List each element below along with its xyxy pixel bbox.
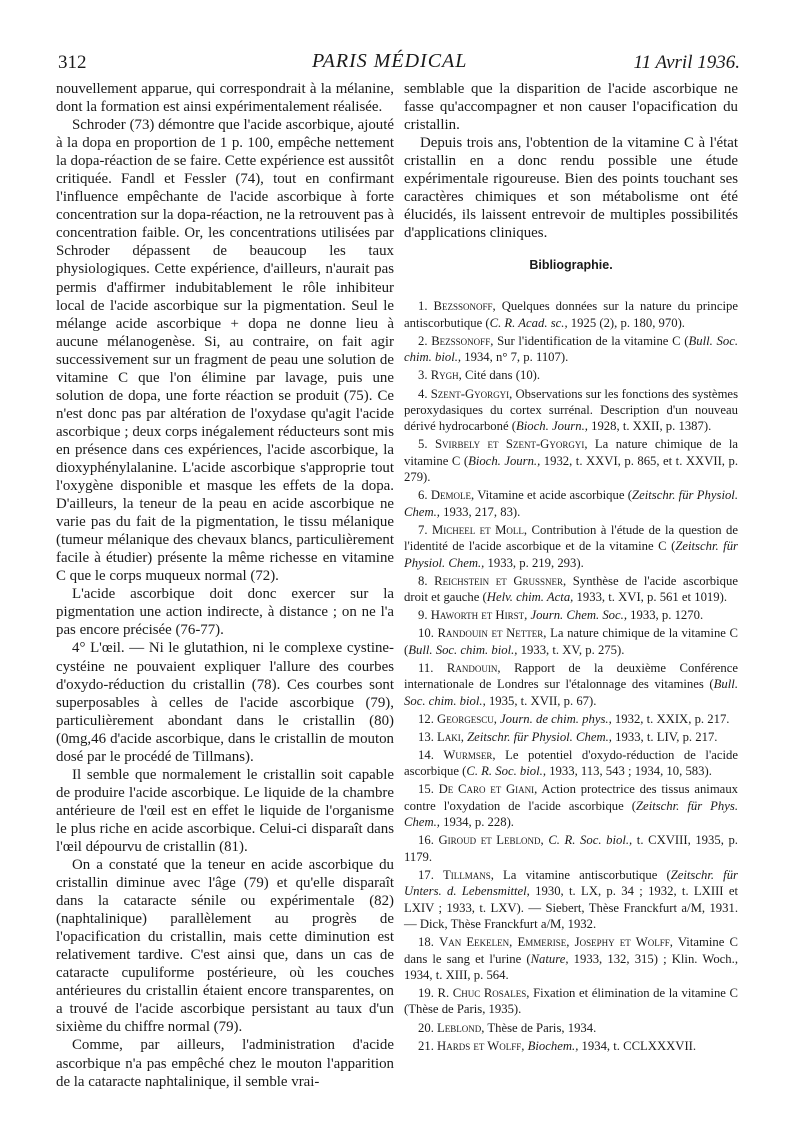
page-number: 312 (58, 52, 87, 73)
reference-number: 9. (418, 608, 431, 623)
reference-item (404, 985, 738, 1018)
reference-source: Bioch. Journ., (516, 419, 588, 434)
reference-text: Action protectrice des tissus animaux contre l'oxydation de l'acide ascorbique ( (404, 782, 739, 813)
paragraph: Schroder (73) démontre que l'acide ascorbique, ajouté à la dopa en proportion de 1 p. 100, empêche nettement la dopa-réaction de se faire. Cette expérience est aussitôt critiquée. Fandl et Fessler (74), tout en confirmant l'influence empêchante de l'acide ascorbique à forte concentration sur la dopa-réaction, ne la retrouvent pas à concentration faible. Or, les concentrations utilisées par Schroder dépassent de beaucoup les taux physiologiques. Cette expérience, d'ailleurs, n'aurait pas permis d'affirmer indubitablement le rôle inhibiteur local de l'acide ascorbique sur la pigmentation. Seul le mélange acide ascorbique + dopa ne donne lieu à aucune mélanogenèse. Si, au contraire, on fait agir successivement sur un fragment de peau une solution de vitamine C que l'on élimine par lavage, puis une solution de dopa, une forte réaction se produit (75). Ce n'est donc pas par altération de l'oxydase qu'agit l'acide ascorbique ; deux corps inégalement réducteurs sont mis en présence dans ces expériences, l'acide ascorbique, la dioxyphénylalanine. L'acide ascorbique s'approprie tout l'oxygène disponible et masque les effets de la dopa. D'ailleurs, la teneur de la peau en acide ascorbique ne varie pas du fait de la pigmentation, le tissu mélanique (tumeur mélanique des chevaux blancs, particulièrement facile à étudier) présente la même richesse en vitamine C que le corps muqueux normal (72). (56, 117, 394, 585)
reference-authors: Georgescu, (437, 711, 497, 726)
reference-source: Helv. chim. Acta, (486, 590, 574, 605)
reference-source: C. R. Soc. biol., (548, 833, 633, 848)
reference-item (404, 386, 738, 435)
reference-number: 5. (418, 437, 435, 452)
reference-text: Cité dans (10). (461, 368, 541, 383)
reference-source: Bull. Soc. chim. biol., (404, 677, 738, 708)
reference-item (404, 711, 738, 727)
reference-text: Quelques données sur la nature du principe antiscorbutique ( (404, 299, 738, 330)
reference-authors: Bezssonoff, (433, 299, 496, 314)
reference-authors: Van Eekelen, Emmerise, Josephy et Wolff, (439, 935, 673, 950)
reference-rest: 1933, t. LIV, p. 217. (611, 729, 718, 744)
left-column (56, 80, 394, 1091)
journal-title: PARIS MÉDICAL (312, 50, 468, 72)
reference-authors: Rygh, (430, 368, 462, 383)
reference-rest: 1930, t. LX, p. 34 ; 1932, t. LXIII et LXIV ; 1933, t. LXV). — Siebert, Thèse Franckfurt a/M, 1931. — Dick, Thèse Franckfurt a/M, 1932. (404, 884, 738, 932)
reference-source: Journ. Chem. Soc., (530, 608, 627, 623)
paragraph: On a constaté que la teneur en acide ascorbique du cristallin diminue avec l'âge (79) et qu'elle disparaît dans la cataracte sénile ou expérimentale (82) (naphtalinique) parallèlement au progrès de l'opacification du cristallin, mais cette diminution est relativement tardive. C'est ainsi que, dans un cas de cataracte cupuliforme postérieure, où les couches antérieures du cristallin étaient encore transparentes, on a trouvé de l'acide ascorbique persistant au taux d'un sixième du chiffre normal (79). (56, 857, 394, 1036)
reference-text: La vitamine antiscorbutique ( (493, 867, 671, 882)
reference-item (404, 573, 738, 606)
reference-item (404, 1038, 738, 1054)
reference-rest: 1933, t. XVI, p. 561 et 1019). (573, 590, 728, 605)
reference-source: Bull. Soc. chim. biol., (408, 642, 518, 657)
reference-source: C. R. Soc. biol., (466, 764, 547, 779)
reference-authors: Leblond, (437, 1020, 485, 1035)
reference-number: 17. (418, 867, 443, 882)
reference-source: Biochem., (527, 1038, 579, 1053)
issue-date: 11 Avril 1936. (633, 52, 740, 73)
reference-rest: 1933, p. 1270. (627, 608, 704, 623)
reference-rest: 1934, n° 7, p. 1107). (461, 350, 569, 365)
reference-item (404, 625, 738, 658)
reference-text: Synthèse de l'acide ascorbique droit et gauche ( (404, 573, 738, 605)
reference-number: 20. (418, 1020, 438, 1035)
reference-authors: Laki, (437, 729, 464, 744)
reference-text: Sur l'identification de la vitamine C ( (493, 333, 689, 348)
reference-source: Bioch. Journ., (468, 453, 541, 468)
paragraph: nouvellement apparue, qui correspondrait à la mélanine, dont la formation est ainsi expérimentalement réalisée. (56, 81, 394, 116)
reference-rest: 1933, 113, 543 ; 1934, 10, 583). (546, 764, 712, 779)
reference-item (404, 934, 738, 983)
reference-authors: Randouin et Netter, (437, 626, 547, 641)
reference-text: Contribution à l'étude de la question de l'identité de l'acide ascorbique et de la vitamine C ( (404, 522, 739, 554)
reference-number: 8. (418, 573, 435, 588)
reference-authors: Giroud et Leblond, (438, 833, 544, 848)
reference-number: 6. (418, 488, 431, 503)
reference-authors: Demole, (430, 488, 475, 503)
reference-text: Rapport de la deuxième Conférence internationale de Londres sur l'étalonnage des vitamines ( (404, 660, 739, 692)
reference-item (404, 487, 738, 520)
reference-rest: 1933, t. XV, p. 275). (517, 642, 625, 657)
reference-item (404, 607, 738, 623)
reference-text: La nature chimique de la vitamine C ( (404, 437, 738, 468)
reference-number: 13. (418, 729, 438, 744)
reference-source: Zeitschr. für Physiol. Chem., (404, 539, 738, 570)
reference-source: Zeitschr. für Physiol. Chem., (404, 488, 739, 519)
reference-item (404, 832, 738, 865)
reference-authors: Szent-Gyorgyi, (430, 386, 513, 401)
right-column (404, 80, 738, 1054)
reference-rest: 1933, 217, 83). (439, 504, 521, 519)
reference-item (404, 436, 738, 485)
reference-authors: Svirbely et Szent-Gyorgyi, (434, 437, 588, 452)
reference-source: C. R. Acad. sc., (489, 315, 568, 330)
reference-text: Le potentiel d'oxydo-réduction de l'acide ascorbique ( (404, 747, 739, 779)
reference-item (404, 729, 738, 745)
paragraph: Depuis trois ans, l'obtention de la vitamine C à l'état cristallin en a donc rendu possible une étude expérimentale rigoureuse. Bien des points touchant ses caractères chimiques et son métabolisme ont été élucidés, ils laissent entrevoir de multiples possibilités d'applications cliniques. (404, 135, 738, 242)
reference-rest: 1925 (2), p. 180, 970). (567, 315, 685, 330)
paragraph: L'acide ascorbique doit donc exercer sur la pigmentation une action indirecte, à distance ; on ne l'a pas encore précisée (76-77). (56, 586, 394, 639)
reference-authors: Micheel et Moll, (431, 522, 528, 537)
reference-authors: Haworth et Hirst, (430, 608, 528, 623)
reference-item (404, 747, 738, 780)
reference-item (404, 781, 738, 830)
reference-number: 21. (418, 1038, 438, 1053)
reference-source: Zeitschr. für Phys. Chem., (404, 798, 738, 830)
reference-item (404, 867, 738, 933)
reference-number: 11. (418, 660, 447, 675)
reference-number: 19. (418, 986, 438, 1001)
reference-number: 10. (418, 626, 438, 641)
reference-item (404, 1020, 738, 1036)
reference-number: 16. (418, 833, 439, 848)
paragraph: Comme, par ailleurs, l'administration d'acide ascorbique n'a pas empêché chez le mouton l'apparition de la cataracte naphtalinique, il semble vrai- (56, 1037, 394, 1090)
reference-rest: 1932, t. XXVI, p. 865, et t. XXVII, p. 279). (404, 453, 738, 485)
reference-source: Journ. de chim. phys., (500, 711, 612, 726)
reference-item (404, 660, 738, 709)
reference-number: 1. (418, 299, 434, 314)
reference-number: 12. (418, 711, 438, 726)
running-header (58, 50, 740, 76)
reference-text: Vitamine C dans le sang et l'urine ( (404, 935, 738, 966)
reference-number: 2. (418, 333, 432, 348)
reference-number: 7. (418, 522, 432, 537)
reference-rest: 1934, t. CCLXXXVII. (578, 1038, 697, 1053)
reference-text: Observations sur les fonctions des systèmes peroxydasiques du cortex surrénal. Description d'un nouveau dérivé hydrocarboné ( (404, 386, 739, 434)
reference-rest: 1928, t. XXII, p. 1387). (587, 419, 712, 434)
reference-source: Zeitschr. für Unters. d. Lebensmittel, (404, 867, 738, 899)
reference-source: Zeitschr. für Physiol. Chem., (467, 729, 612, 744)
bibliography-heading: Bibliographie. (529, 258, 613, 273)
reference-authors: Wurmser, (443, 747, 496, 762)
reference-source: Nature, (530, 951, 569, 966)
reference-number: 14. (418, 747, 444, 762)
reference-item (404, 522, 738, 571)
reference-authors: R. Chuc Rosales, (437, 986, 530, 1001)
reference-number: 15. (418, 782, 439, 797)
reference-text: Thèse de Paris, 1934. (484, 1020, 597, 1035)
reference-text: Fixation et élimination de la vitamine C (Thèse de Paris, 1935). (404, 986, 739, 1017)
reference-source: Bull. Soc. chim. biol., (404, 333, 739, 365)
reference-number: 4. (418, 386, 431, 401)
reference-authors: De Caro et Giani, (438, 782, 538, 797)
reference-list (404, 298, 738, 1054)
reference-rest: t. CXVIII, 1935, p. 1179. (404, 833, 738, 864)
paragraph: 4° L'œil. — Ni le glutathion, ni le complexe cystine-cystéine ne pouvaient expliquer l'allure des courbes d'oxydo-réduction du cristallin (78). Ces courbes sont superposables à celles de l'acide ascorbique (79), particulièrement abondant dans le cristallin (80) (0mg,46 d'acide ascorbique, dans le cristallin de mouton dosé par le procédé de Tillmans). (56, 640, 394, 765)
reference-item (404, 367, 738, 383)
reference-authors: Tillmans, (443, 867, 494, 882)
reference-text: Vitamine et acide ascorbique ( (474, 488, 633, 503)
reference-rest: 1935, t. XVII, p. 67). (485, 693, 597, 708)
reference-rest: 1934, p. 228). (439, 815, 514, 830)
reference-rest: 1932, t. XXIX, p. 217. (611, 711, 730, 726)
reference-item (404, 333, 738, 366)
reference-item (404, 298, 738, 331)
paragraph: Il semble que normalement le cristallin soit capable de produire l'acide ascorbique. Le liquide de la chambre antérieure de l'œil est en effet le liquide de l'organisme le plus riche en acide ascorbique. Celui-ci disparaît dans l'œil dépourvu de cristallin (81). (56, 766, 394, 855)
reference-rest: 1933, p. 219, 293). (484, 555, 584, 570)
reference-authors: Reichstein et Grussner, (434, 573, 567, 588)
reference-number: 18. (418, 935, 440, 950)
reference-authors: Randouin, (446, 660, 501, 675)
reference-text: La nature chimique de la vitamine C ( (404, 626, 738, 657)
reference-authors: Hards et Wolff, (437, 1038, 525, 1053)
paragraph: semblable que la disparition de l'acide ascorbique ne fasse qu'accompagner et non causer l'opacification du cristallin. (404, 81, 738, 134)
reference-number: 3. (418, 368, 431, 383)
reference-authors: Bezssonoff, (431, 333, 494, 348)
reference-rest: 1933, 132, 315) ; Klin. Woch., 1934, t. XIII, p. 564. (404, 951, 738, 982)
